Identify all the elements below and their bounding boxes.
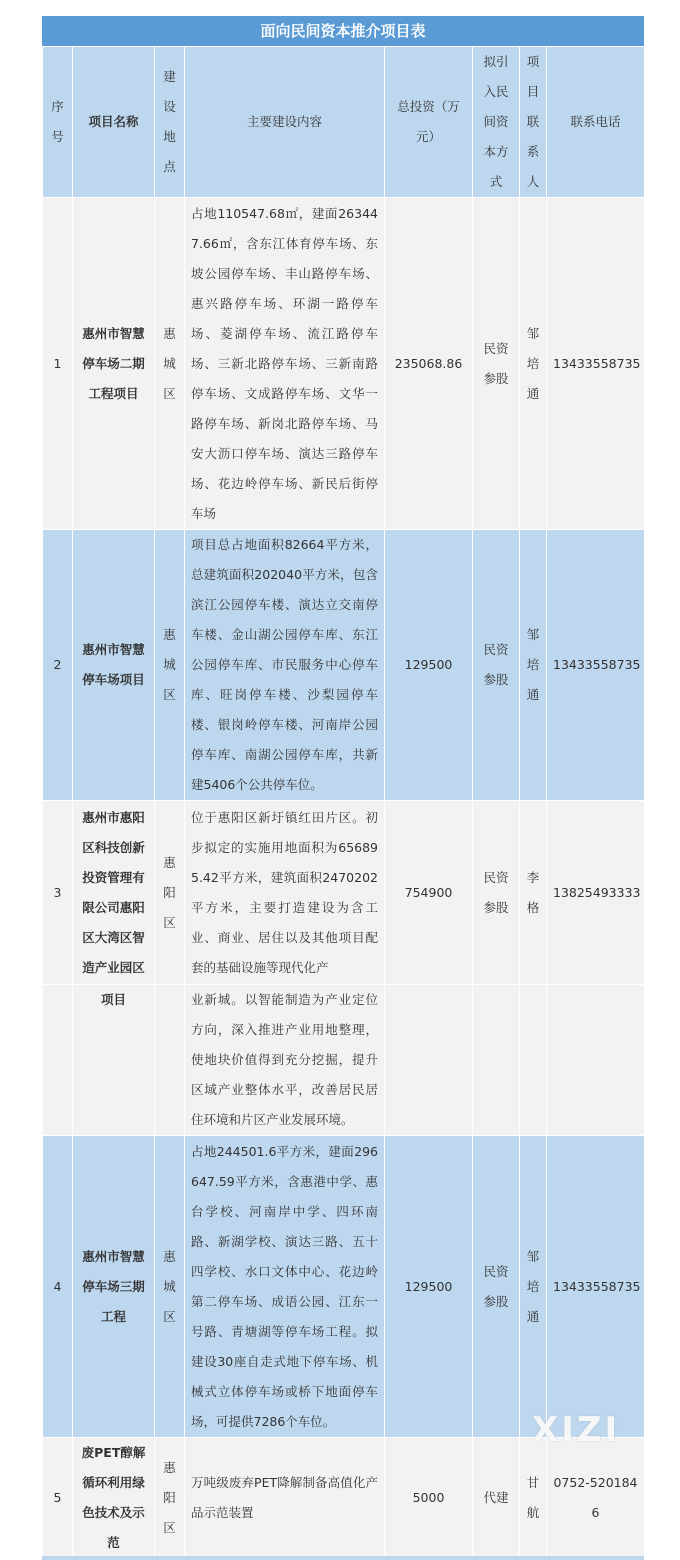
cell-content: 占地110547.68㎡，建面263447.66㎡，含东江体育停车场、东坡公园停车场、丰山路停车场、惠兴路停车场、环湖一路停车场、菱湖停车场、流江路停车场、三新北路停车场、三新南路停车场、文成路停车场、文华一路停车场、新岗北路停车场、马安大沥口停车场、演达三路停车场、花边岭停车场、新民后街停车场: [185, 198, 385, 530]
cell-contact: [520, 985, 547, 1136]
header-method: 拟引入民间资本方式: [473, 47, 520, 198]
table-row: [43, 530, 645, 801]
cell-name: 惠州市智慧停车场三期工程: [73, 1136, 155, 1438]
table-row: [43, 801, 645, 985]
header-investment: 总投资（万元）: [385, 47, 473, 198]
header-content: 主要建设内容: [185, 47, 385, 198]
cell-investment: 5000: [385, 1438, 473, 1559]
cell-location: 惠阳区: [155, 1438, 185, 1559]
cell-seq: 1: [43, 198, 73, 530]
cell-seq: 2: [43, 530, 73, 801]
cell-method: 民资参股: [473, 198, 520, 530]
cell-content: 业新城。以智能制造为产业定位方向，深入推进产业用地整理，使地块价值得到充分挖掘，提升区域产业整体水平，改善居民居住环境和片区产业发展环境。: [185, 985, 385, 1136]
cell-phone: [547, 985, 645, 1136]
header-seq: 序号: [43, 47, 73, 198]
cell-method: [473, 985, 520, 1136]
cell-investment: 129500: [385, 1136, 473, 1438]
cell-name: 惠州市智慧停车场项目: [73, 530, 155, 801]
cell-method: 代建: [473, 1438, 520, 1559]
cell-content: 位于惠阳区新圩镇红田片区。初步拟定的实施用地面积为656895.42平方米，建筑面积2470202平方米，主要打造建设为含工业、商业、居住以及其他项目配套的基础设施等现代化产: [185, 801, 385, 985]
table-title: 面向民间资本推介项目表: [42, 16, 644, 46]
watermark-logo: XIZI: [532, 1410, 621, 1450]
cell-location: 惠城区: [155, 198, 185, 530]
cell-seq: 5: [43, 1438, 73, 1559]
cell-method: 民资参股: [473, 801, 520, 985]
cell-name: 项目: [73, 985, 155, 1136]
cell-phone: 13825493333: [547, 801, 645, 985]
table-row: [43, 198, 645, 530]
cell-contact: 甘航: [520, 1438, 547, 1559]
cell-content: 万吨级废弃PET降解制备高值化产品示范装置: [185, 1438, 385, 1559]
cell-seq: 4: [43, 1136, 73, 1438]
cell-location: 惠阳区: [155, 801, 185, 985]
cell-investment: 235068.86: [385, 198, 473, 530]
cell-location: 惠城区: [155, 1136, 185, 1438]
cell-phone: 13433558735: [547, 530, 645, 801]
cell-contact: 邹培通: [520, 530, 547, 801]
cell-investment: 129500: [385, 530, 473, 801]
cell-method: 民资参股: [473, 1136, 520, 1438]
header-name: 项目名称: [73, 47, 155, 198]
header-row: [43, 47, 645, 198]
cell-phone: 13433558735: [547, 198, 645, 530]
cell-method: 民资参股: [473, 530, 520, 801]
cell-seq: 3: [43, 801, 73, 985]
cell-investment: 754900: [385, 801, 473, 985]
cell-investment: [385, 985, 473, 1136]
table-row: [43, 1136, 645, 1438]
header-phone: 联系电话: [547, 47, 645, 198]
table-row: [43, 985, 645, 1136]
cell-contact: 李格: [520, 801, 547, 985]
next-row-edge: [42, 1556, 644, 1560]
cell-phone: 13433558735: [547, 1136, 645, 1438]
cell-phone: 0752-5201846: [547, 1438, 645, 1559]
cell-content: 占地244501.6平方米，建面296647.59平方米，含惠港中学、惠台学校、河南岸中学、四环南路、新湖学校、演达三路、五十四学校、水口文体中心、花边岭第二停车场、成语公园、江东一号路、青塘湖等停车场工程。拟建设30座自走式地下停车场、机械式立体停车场或桥下地面停车场，可提供7286个车位。: [185, 1136, 385, 1438]
project-table: [42, 46, 645, 1559]
cell-location: [155, 985, 185, 1136]
cell-name: 废PET醇解循环利用绿色技术及示范: [73, 1438, 155, 1559]
project-table-page: [42, 16, 644, 1559]
cell-content: 项目总占地面积82664平方米，总建筑面积202040平方米，包含滨江公园停车楼、演达立交南停车楼、金山湖公园停车库、东江公园停车库、市民服务中心停车库、旺岗停车楼、沙梨园停车楼、银岗岭停车楼、河南岸公园停车库、南湖公园停车库，共新建5406个公共停车位。: [185, 530, 385, 801]
cell-name: 惠州市惠阳区科技创新投资管理有限公司惠阳区大湾区智造产业园区: [73, 801, 155, 985]
header-contact: 项目联系人: [520, 47, 547, 198]
cell-contact: 邹培通: [520, 198, 547, 530]
cell-contact: 邹培通: [520, 1136, 547, 1438]
table-row: [43, 1438, 645, 1559]
cell-name: 惠州市智慧停车场二期工程项目: [73, 198, 155, 530]
header-location: 建设地点: [155, 47, 185, 198]
cell-seq: [43, 985, 73, 1136]
cell-location: 惠城区: [155, 530, 185, 801]
